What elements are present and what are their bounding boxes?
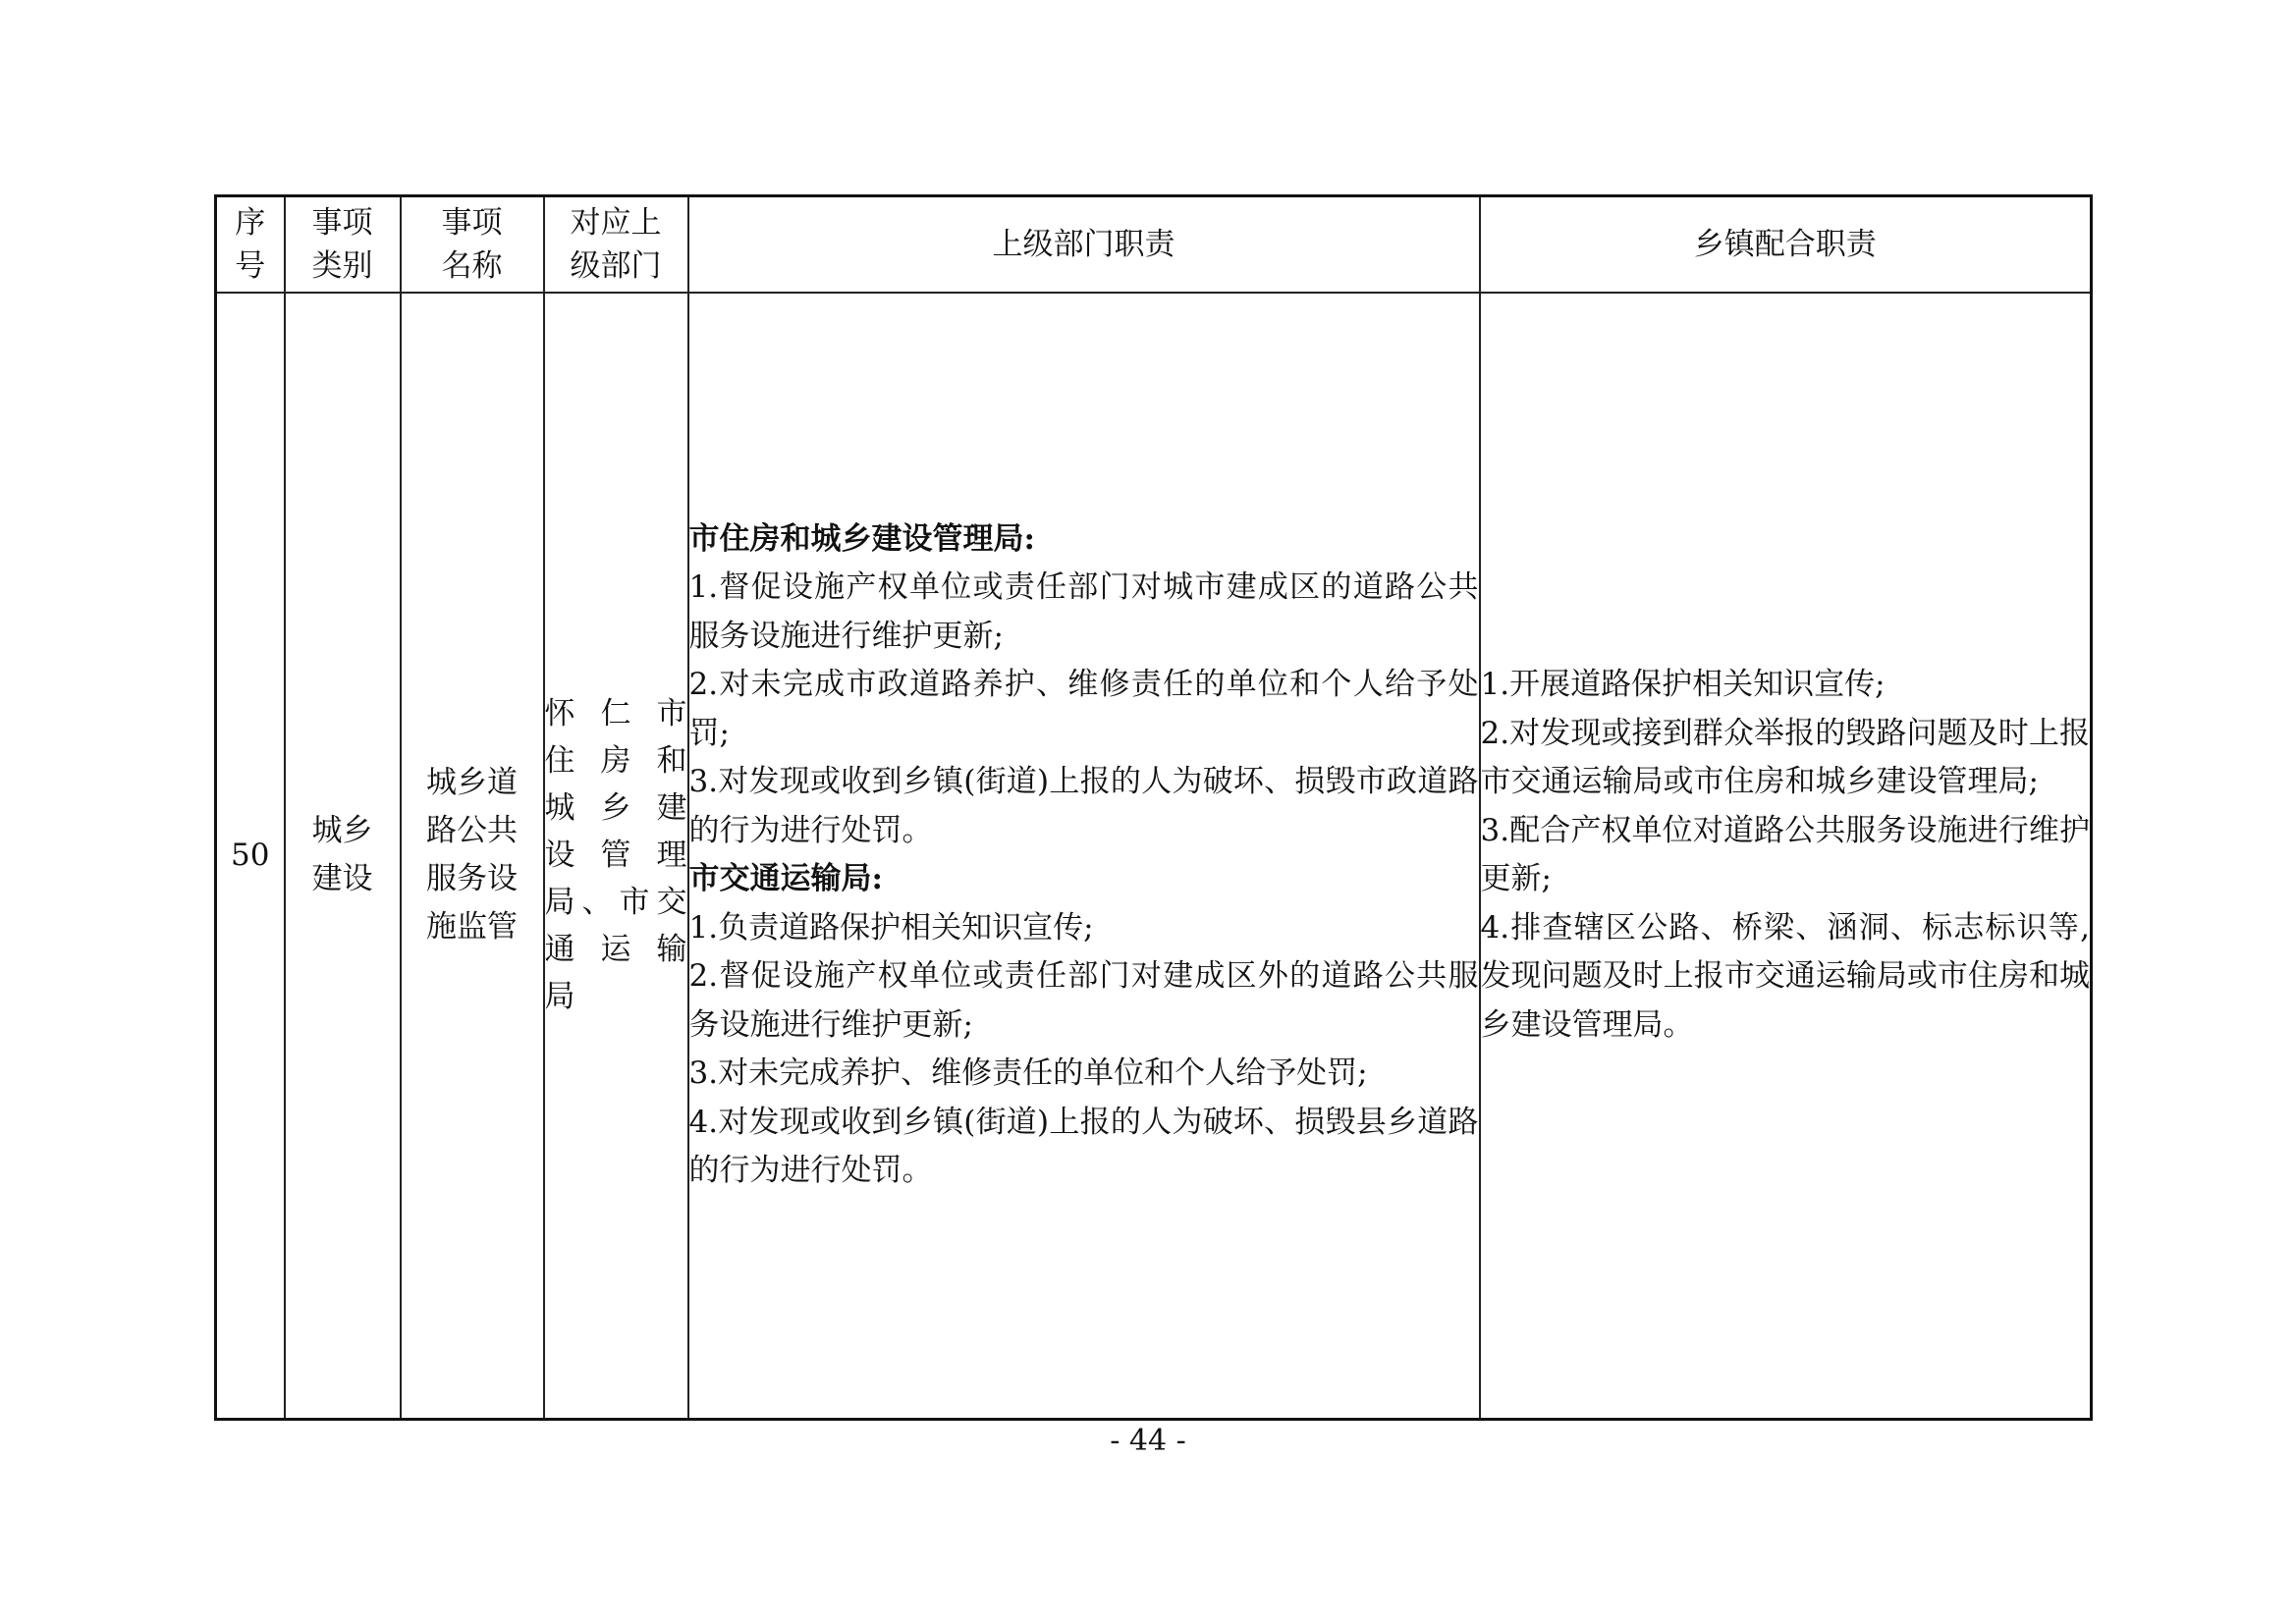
transport-bureau-heading: 市交通运输局: — [688, 861, 883, 897]
duty-table — [214, 194, 2093, 1421]
transport-duty-item: 4.对发现或收到乡镇(街道)上报的人为破坏、损毁县乡道路的行为进行处罚。 — [688, 1104, 1479, 1189]
header-township-duties: 乡镇配合职责 — [1480, 196, 2092, 293]
township-duty-item: 2.对发现或接到群众举报的毁路问题及时上报市交通运输局或市住房和城乡建设管理局; — [1480, 715, 2090, 800]
cell-upper-dept: 怀仁市 住房和 城乡建 设管理 局、市交 通运输 局 — [544, 293, 688, 1420]
township-duty-item: 4.排查辖区公路、桥梁、涵洞、标志标识等,发现问题及时上报市交通运输局或市住房和城乡建设管理局。 — [1480, 909, 2090, 1043]
cell-category: 城乡 建设 — [285, 293, 401, 1420]
header-seq: 序 号 — [216, 196, 285, 293]
cell-upper-duties — [688, 293, 1480, 1420]
cell-item-name: 城乡道 路公共 服务设 施监管 — [401, 293, 544, 1420]
housing-duty-item: 3.对发现或收到乡镇(街道)上报的人为破坏、损毁市政道路的行为进行处罚。 — [688, 764, 1479, 848]
header-item-name: 事项 名称 — [401, 196, 544, 293]
header-upper-duties: 上级部门职责 — [688, 196, 1480, 293]
page-number: - 44 - — [1110, 1424, 1186, 1458]
cell-township-duties — [1480, 293, 2092, 1420]
housing-duty-item: 1.督促设施产权单位或责任部门对城市建成区的道路公共服务设施进行维护更新; — [688, 569, 1479, 654]
transport-duty-item: 1.负责道路保护相关知识宣传; — [688, 909, 1094, 946]
header-upper-dept: 对应上 级部门 — [544, 196, 688, 293]
cell-seq: 50 — [216, 293, 285, 1420]
township-duty-item: 3.配合产权单位对道路公共服务设施进行维护更新; — [1480, 812, 2090, 897]
transport-duty-item: 3.对未完成养护、维修责任的单位和个人给予处罚; — [688, 1055, 1368, 1092]
township-duty-item: 1.开展道路保护相关知识宣传; — [1480, 667, 1886, 703]
table-row — [216, 293, 2092, 1420]
header-row — [216, 196, 2092, 293]
housing-bureau-heading: 市住房和城乡建设管理局: — [688, 520, 1035, 557]
transport-duty-item: 2.督促设施产权单位或责任部门对建成区外的道路公共服务设施进行维护更新; — [688, 958, 1479, 1043]
housing-duty-item: 2.对未完成市政道路养护、维修责任的单位和个人给予处罚; — [688, 667, 1479, 751]
header-category: 事项 类别 — [285, 196, 401, 293]
